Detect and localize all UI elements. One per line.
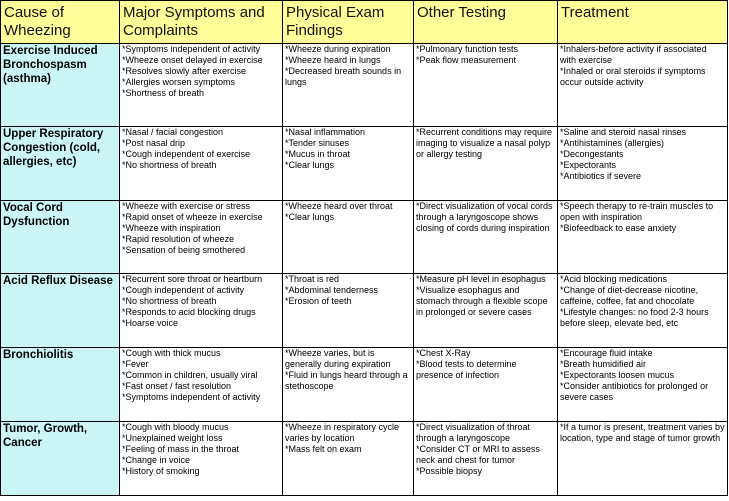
testing-cell <box>414 201 558 273</box>
cell-line: *Responds to acid blocking drugs <box>122 306 256 317</box>
table-body <box>1 44 728 496</box>
cell-line: *Direct visualization of vocal cords through a laryngoscope shows closing of cords during inspiration <box>416 201 553 234</box>
cell-line: *Wheeze varies, but is generally during expiration <box>285 347 391 369</box>
table-row <box>1 273 728 347</box>
exam-cell <box>283 44 414 127</box>
testing-cell <box>414 273 558 347</box>
symptoms-cell <box>120 127 283 201</box>
table-row <box>1 127 728 201</box>
cell-line: *Fever <box>122 358 149 369</box>
cell-line: *Sensation of being smothered <box>122 245 246 256</box>
cell-line: *Antihistamines (allergies) <box>560 138 665 149</box>
cell-line: *Antibiotics if severe <box>560 171 642 182</box>
symptoms-cell <box>120 347 283 421</box>
treatment-cell <box>558 44 728 127</box>
cell-line: *Blood tests to determine presence of infection <box>416 358 517 380</box>
cell-line: *If a tumor is present, treatment varies by location, type and stage of tumor growth <box>560 421 725 443</box>
cell-line: *Common in children, usually viral <box>122 369 258 380</box>
cell-line: *Unexplained weight loss <box>122 432 223 443</box>
exam-cell <box>283 421 414 495</box>
cause-cell: Exercise Induced Bronchospasm (asthma) <box>1 44 120 127</box>
cell-line: *Encourage fluid intake <box>560 347 653 358</box>
testing-cell <box>414 421 558 495</box>
cell-line: *Cough with bloody mucus <box>122 421 229 432</box>
cell-line: *Acid blocking medications <box>560 273 668 284</box>
testing-cell <box>414 127 558 201</box>
cell-line: *Consider antibiotics for prolonged or severe cases <box>560 380 709 402</box>
cell-line: *Hoarse voice <box>122 317 179 328</box>
cell-line: *No shortness of breath <box>122 160 217 171</box>
cell-line: *Rapid onset of wheeze in exercise <box>122 212 263 223</box>
cell-line: *Expectorants <box>560 160 617 171</box>
cell-line: *History of smoking <box>122 465 200 476</box>
cell-line: *Nasal / facial congestion <box>122 127 224 138</box>
cell-line: *Saline and steroid nasal rinses <box>560 127 687 138</box>
cell-line: *Wheeze with exercise or stress <box>122 201 251 212</box>
cell-line: *Peak flow measurement <box>416 55 517 65</box>
header-treatment: Treatment <box>558 1 728 44</box>
cell-line: *Inhaled or oral steroids if symptoms occur outside activity <box>560 66 706 87</box>
cell-line: *Shortness of breath <box>122 88 205 98</box>
cause-cell: Bronchiolitis <box>1 347 120 421</box>
header-row <box>1 1 728 44</box>
cell-line: *Resolves slowly after exercise <box>122 66 247 76</box>
header-exam: Physical Exam Findings <box>283 1 414 44</box>
cause-cell: Acid Reflux Disease <box>1 273 120 347</box>
cell-line: *Lifestyle changes: no food 2-3 hours before sleep, elevate bed, etc <box>560 306 709 328</box>
cell-line: *Measure pH level in esophagus *Visualize esophagus and stomach through a flexible scope in prolonged or severe cases <box>416 273 548 317</box>
cell-line: *Allergies worsen symptoms <box>122 77 236 87</box>
treatment-cell <box>558 273 728 347</box>
cell-line: *Decongestants <box>560 149 624 160</box>
cell-line: *Throat is red <box>285 273 340 284</box>
cell-line: *Erosion of teeth <box>285 295 352 306</box>
treatment-cell <box>558 421 728 495</box>
cell-line: *Speech therapy to re-train muscles to open with inspiration <box>560 201 714 223</box>
cell-line: *Wheeze onset delayed in exercise <box>122 55 263 65</box>
symptoms-cell <box>120 201 283 273</box>
cell-line: *Mucus in throat <box>285 149 351 160</box>
cell-line: *Direct visualization of throat through a laryngoscope <box>416 421 531 443</box>
cell-line: *Cough independent of activity <box>122 284 245 295</box>
cell-line: *Possible biopsy <box>416 465 483 476</box>
cause-cell: Upper Respiratory Congestion (cold, allergies, etc) <box>1 127 120 201</box>
cell-line: *Recurrent sore throat or heartburn <box>122 273 263 284</box>
cell-line: *Fluid in lungs heard through a stethoscope <box>285 369 408 391</box>
cell-line: *Wheeze heard over throat <box>285 201 393 212</box>
cell-line: *Mass felt on exam <box>285 443 362 454</box>
cell-line: *Symptoms independent of activity <box>122 391 261 402</box>
cell-line: *Nasal inflammation <box>285 127 366 138</box>
cell-line: *Wheeze with inspiration <box>122 223 221 234</box>
cell-line: *Cough independent of exercise <box>122 149 251 160</box>
cell-line: *Expectorants loosen mucus <box>560 369 675 380</box>
table-row <box>1 44 728 127</box>
cell-line: *Cough with thick mucus <box>122 347 221 358</box>
cell-line: *Rapid resolution of wheeze <box>122 234 235 245</box>
cell-line: *Decreased breath sounds in lungs <box>285 66 402 87</box>
cell-line: *Fast onset / fast resolution <box>122 380 232 391</box>
symptoms-cell <box>120 273 283 347</box>
header-cause: Cause of Wheezing <box>1 1 120 44</box>
table-row <box>1 421 728 495</box>
cell-line: *No shortness of breath <box>122 295 217 306</box>
symptoms-cell <box>120 44 283 127</box>
exam-cell <box>283 347 414 421</box>
exam-cell <box>283 201 414 273</box>
cell-line: *Abdominal tenderness <box>285 284 379 295</box>
cell-line: *Wheeze heard in lungs <box>285 55 381 65</box>
testing-cell <box>414 44 558 127</box>
testing-cell <box>414 347 558 421</box>
exam-cell <box>283 127 414 201</box>
treatment-cell <box>558 347 728 421</box>
cell-line: *Inhalers-before activity if associated with exercise <box>560 44 707 65</box>
exam-cell <box>283 273 414 347</box>
cell-line: *Biofeedback to ease anxiety <box>560 223 677 234</box>
header-symptoms: Major Symptoms and Complaints <box>120 1 283 44</box>
cell-line: *Pulmonary function tests <box>416 44 519 54</box>
cell-line: *Chest X-Ray <box>416 347 471 358</box>
treatment-cell <box>558 201 728 273</box>
cell-line: *Clear lungs <box>285 160 335 171</box>
cell-line: *Symptoms independent of activity <box>122 44 261 54</box>
symptoms-cell <box>120 421 283 495</box>
cause-cell: Vocal Cord Dysfunction <box>1 201 120 273</box>
cause-cell: Tumor, Growth, Cancer <box>1 421 120 495</box>
cell-line: *Tender sinuses <box>285 138 350 149</box>
table-row <box>1 347 728 421</box>
cell-line: *Recurrent conditions may require imaging to visualize a nasal polyp or allergy testing <box>416 127 553 160</box>
cell-line: *Breath humidified air <box>560 358 647 369</box>
cell-line: *Change in voice <box>122 454 191 465</box>
cell-line: *Clear lungs <box>285 212 335 223</box>
treatment-cell <box>558 127 728 201</box>
cell-line: *Wheeze during expiration <box>285 44 391 54</box>
cell-line: *Feeling of mass in the throat <box>122 443 240 454</box>
cell-line: *Consider CT or MRI to assess neck and chest for tumor <box>416 443 540 465</box>
cell-line: *Post nasal drip <box>122 138 186 149</box>
table-row <box>1 201 728 273</box>
cell-line: *Change of diet-decrease nicotine, caffeine, coffee, fat and chocolate <box>560 284 699 306</box>
header-testing: Other Testing <box>414 1 558 44</box>
cell-line: *Wheeze in respiratory cycle varies by location <box>285 421 400 443</box>
